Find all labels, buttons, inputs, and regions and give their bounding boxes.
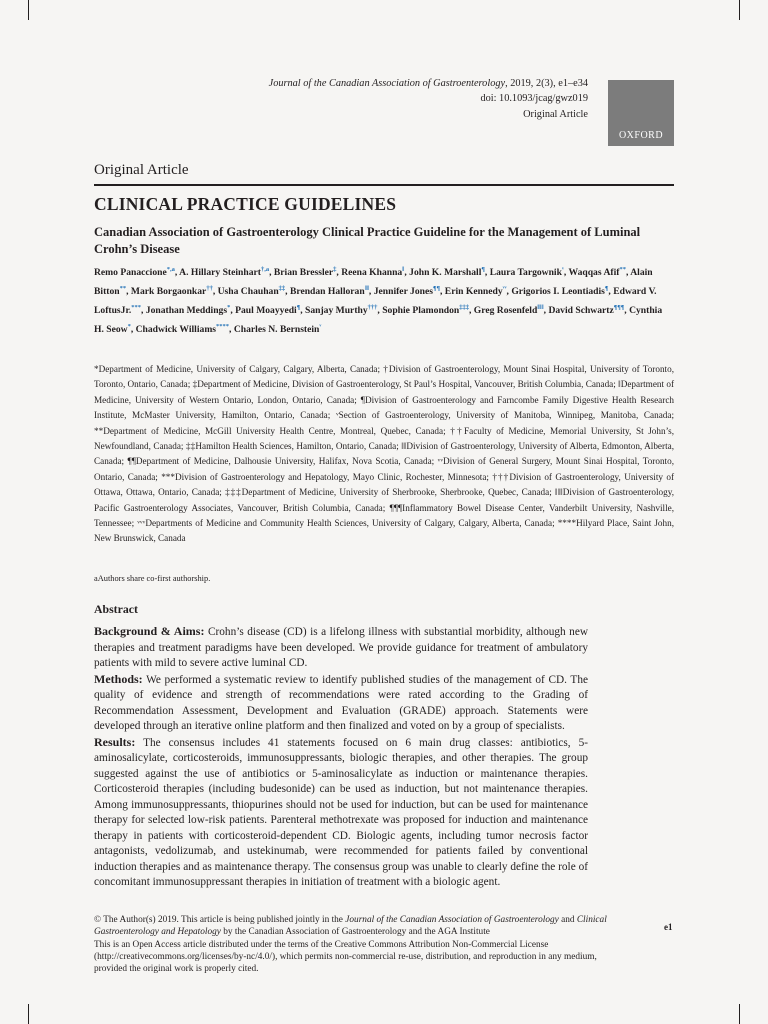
license-text: This is an Open Access article distributed under the terms of the Creative Commons Attribution Non-Commercial License (http://creativecommons.org/licenses/by-nc/4.0/), which permits non-commercial re-use, distribution, and reproduction in any medium, provided the original work is properly cited. bbox=[94, 939, 597, 975]
author-name[interactable]: Alain Bitton bbox=[94, 267, 653, 298]
author-name[interactable]: Erin Kennedy bbox=[444, 286, 503, 298]
author-name[interactable]: Sophie Plamondon bbox=[382, 305, 460, 317]
publisher-badge: OXFORD bbox=[618, 130, 664, 141]
author-affiliation-mark: * bbox=[227, 303, 231, 311]
abstract-body bbox=[94, 624, 588, 891]
author-affiliation-mark: ǁǁǁ bbox=[537, 303, 544, 311]
author-affiliation-mark: ¶¶¶ bbox=[613, 303, 625, 311]
author-list: Remo Panaccione$^{*,a}$, A. Hillary Steinhart$^{\dagger,a}$, Brian Bressler‡, Reena Khanna$^ǁ$, John K. Marshall¶, Laura Targownik$^ᵛ$, Waqqas Afif**, Alain Bitton**, Mark Borgaonkar††, Usha Chauhan‡‡, Brendan Halloran$^{ǁǁ}$, Jennifer Jones¶¶, Erin Kennedy$^{ᵛᵛ}$, Grigorios I. Leontiadis¶, Edward V. LoftusJr.***, Jonathan Meddings*, Paul Moayyedi¶, Sanjay Murthy†††, Sophie Plamondon‡‡‡, Greg Rosenfeld$^{ǁǁǁ}$, David Schwartz¶¶¶, Cynthia H. Seow*, Chadwick Williams****, Charles N. Bernstein$^ᵛ$ bbox=[94, 266, 663, 336]
abstract-label: Results: bbox=[94, 734, 136, 749]
author-affiliation-mark: †† bbox=[206, 284, 213, 292]
author-affiliation-mark: ᵛ bbox=[319, 322, 322, 330]
abstract-paragraph bbox=[94, 672, 588, 735]
author-name[interactable]: Charles N. Bernstein bbox=[233, 324, 320, 336]
author-name[interactable]: Greg Rosenfeld bbox=[473, 305, 538, 317]
header-article-type: Original Article bbox=[523, 108, 588, 120]
author-affiliation-mark: ᵛᵛ bbox=[502, 284, 507, 292]
author-affiliation-mark: ¶ bbox=[481, 266, 485, 273]
cofirst-note: aAuthors share co-first authorship. bbox=[94, 574, 211, 583]
section-label: Original Article bbox=[94, 162, 189, 178]
author-name[interactable]: David Schwartz bbox=[548, 305, 614, 317]
author-name[interactable]: Usha Chauhan bbox=[217, 286, 279, 298]
abstract-text: The consensus includes 41 statements focused on 6 main drug classes: antibiotics, 5-aminosalicylate, corticosteroids, immunosuppressants, biologic therapies, and other therapies. The group suggested against the use of antibiotics or 5-aminosalicylate as induction or maintenance therapies. Corticosteroid therapies (including budesonide) can be used as induction, but not maintenance therapies. Among immunosuppressants, thiopurines should not be used for induction, but can be used for maintenance therapy for selected low-risk patients. Parenteral methotrexate was proposed for induction and maintenance therapy in patients with corticosteroid-dependent CD. Biologic agents, including tumor necrosis factor antagonists, vedolizumab, and ustekinumab, were recommended for patients failed by conventional induction therapies and as maintenance therapy. The consensus group was unable to clearly define the role of concomitant immunosuppressant therapies in initiation of treatment with a biologic agent. bbox=[94, 736, 588, 888]
article-title: Canadian Association of Gastroenterology Clinical Practice Guideline for the Management of Luminal Crohn’s Disease bbox=[94, 225, 641, 256]
author-affiliation-mark: ‡ bbox=[333, 266, 337, 273]
author-affiliation-mark: ¶¶ bbox=[432, 284, 440, 292]
author-name[interactable]: Reena Khanna bbox=[341, 267, 403, 279]
author-name[interactable]: Waqqas Afif bbox=[568, 267, 620, 279]
author-name[interactable]: Jonathan Meddings bbox=[145, 305, 228, 317]
author-name[interactable]: Grigorios I. Leontiadis bbox=[511, 286, 605, 298]
abstract-text: We performed a systematic review to identify published studies of the management of CD. The quality of evidence and strength of recommendations were rated according to the Grading of Recommendation Assessment, Development and Evaluation (GRADE) approach. Statements were developed through an iterative online platform and then finalized and voted on by a group of specialists. bbox=[94, 673, 588, 732]
crop-mark bbox=[28, 1004, 29, 1024]
author-affiliation-mark: *** bbox=[131, 303, 141, 311]
author-affiliation-mark: ** bbox=[119, 284, 127, 292]
divider bbox=[94, 184, 674, 186]
author-affiliation-mark: **** bbox=[216, 322, 230, 330]
author-affiliation-mark: ‡‡‡ bbox=[459, 303, 469, 311]
author-affiliation-mark: ǁǁ bbox=[364, 284, 369, 292]
author-name[interactable]: Edward V. LoftusJr. bbox=[94, 286, 657, 317]
author-affiliation-mark: ᵛ bbox=[561, 266, 564, 273]
page-number: e1 bbox=[664, 922, 673, 932]
doi: doi: 10.1093/jcag/gwz019 bbox=[480, 93, 588, 105]
author-affiliation-mark: †,a bbox=[260, 266, 270, 273]
author-name[interactable]: Brendan Halloran bbox=[289, 286, 365, 298]
author-name[interactable]: Mark Borgaonkar bbox=[130, 286, 207, 298]
author-name[interactable]: Jennifer Jones bbox=[373, 286, 433, 298]
crop-mark bbox=[28, 0, 29, 20]
author-affiliation-mark: ¶ bbox=[604, 284, 609, 292]
abstract-heading: Abstract bbox=[94, 602, 138, 616]
author-affiliation-mark: ǁ bbox=[402, 266, 405, 273]
author-affiliation-mark: ‡‡ bbox=[278, 284, 286, 292]
author-name[interactable]: John K. Marshall bbox=[409, 267, 482, 279]
crop-mark bbox=[739, 1004, 740, 1024]
crop-mark bbox=[739, 0, 740, 20]
author-affiliation-mark: * bbox=[127, 322, 131, 330]
author-name[interactable]: Chadwick Williams bbox=[135, 324, 217, 336]
citation: , 2019, 2(3), e1–e34 bbox=[505, 78, 588, 89]
copyright-notice bbox=[94, 914, 629, 975]
author-name[interactable]: Cynthia H. Seow bbox=[94, 305, 663, 336]
author-affiliation-mark: *,a bbox=[166, 266, 175, 273]
journal-name: Journal of the Canadian Association of Gastroenterology bbox=[268, 78, 506, 89]
abstract-label: Background & Aims: bbox=[94, 624, 205, 638]
author-affiliation-mark: ††† bbox=[367, 303, 378, 311]
copyright-line: © The Author(s) 2019. This article is being published jointly in the Journal of the Canadian Association of Gastroenterology and Clinical Gastroenterology and Hepatology by the Canadian Association of Gastroenterology and the AGA Institute bbox=[94, 915, 607, 938]
author-name[interactable]: A. Hillary Steinhart bbox=[179, 267, 261, 279]
author-name[interactable]: Sanjay Murthy bbox=[305, 305, 368, 317]
author-affiliation-mark: ** bbox=[619, 266, 626, 273]
author-name[interactable]: Paul Moayyedi bbox=[235, 305, 297, 317]
category-heading: CLINICAL PRACTICE GUIDELINES bbox=[94, 194, 397, 214]
author-affiliation-mark: ¶ bbox=[296, 303, 301, 311]
affiliations: *Department of Medicine, University of Calgary, Calgary, Alberta, Canada; †Division of Gastroenterology, Mount Sinai Hospital, University of Toronto, Toronto, Ontario, Canada; ‡Department of Medicine, Division of Gastroenterology, St Paul’s Hospital, Vancouver, British Columbia, Canada; ǁDepartment of Medicine, University of Western Ontario, London, Ontario, Canada; ¶Division of Gastroenterology and Farncombe Family Digestive Health Research Institute, McMaster University, Hamilton, Ontario, Canada; ᵛSection of Gastroenterology, University of Manitoba, Winnipeg, Manitoba, Canada; **Department of Medicine, McGill University Health Centre, Montreal, Quebec, Canada; ††Faculty of Medicine, Memorial University, St John’s, Newfoundland, Canada; ‡‡Hamilton Health Sciences, Hamilton, Ontario, Canada; ǁǁDivision of Gastroenterology, University of Alberta, Edmonton, Alberta, Canada; ¶¶Department of Medicine, Dalhousie University, Halifax, Nova Scotia, Canada; ᵛᵛDivision of General Surgery, Mount Sinai Hospital, Toronto, Ontario, Canada; ***Division of Gastroenterology and Hepatology, Mayo Clinic, Rochester, Minnesota; †††Division of Gastroenterology, University of Ottawa, Ottawa, Ontario, Canada; ‡‡‡Department of Medicine, University of Sherbrooke, Sherbrooke, Quebec, Canada; ǁǁǁDivision of Gastroenterology, Pacific Gastroenterology Associates, Vancouver, British Columbia, Canada; ¶¶¶Inflammatory Bowel Disease Center, Vanderbilt University, Nashville, Tennessee; ᵛᵛᵛDepartments of Medicine and Community Health Sciences, University of Calgary, Calgary, Alberta, Canada; ****Hilyard Place, Saint John, New Brunswick, Canada bbox=[94, 364, 675, 544]
author-name[interactable]: Laura Targownik bbox=[489, 267, 562, 279]
author-name[interactable]: Remo Panaccione bbox=[94, 267, 167, 279]
journal-header bbox=[269, 76, 588, 122]
abstract-label: Methods: bbox=[94, 671, 143, 686]
abstract-text: Crohn’s disease (CD) is a lifelong illness with substantial morbidity, although new therapies and treatment paradigms have been developed. We provide guidance for treatment of ambulatory patients with mild to severe active luminal CD. bbox=[94, 626, 588, 669]
abstract-paragraph bbox=[94, 735, 588, 891]
author-name[interactable]: Brian Bressler bbox=[273, 267, 334, 279]
oxford-logo bbox=[608, 80, 674, 146]
abstract-paragraph bbox=[94, 624, 588, 672]
